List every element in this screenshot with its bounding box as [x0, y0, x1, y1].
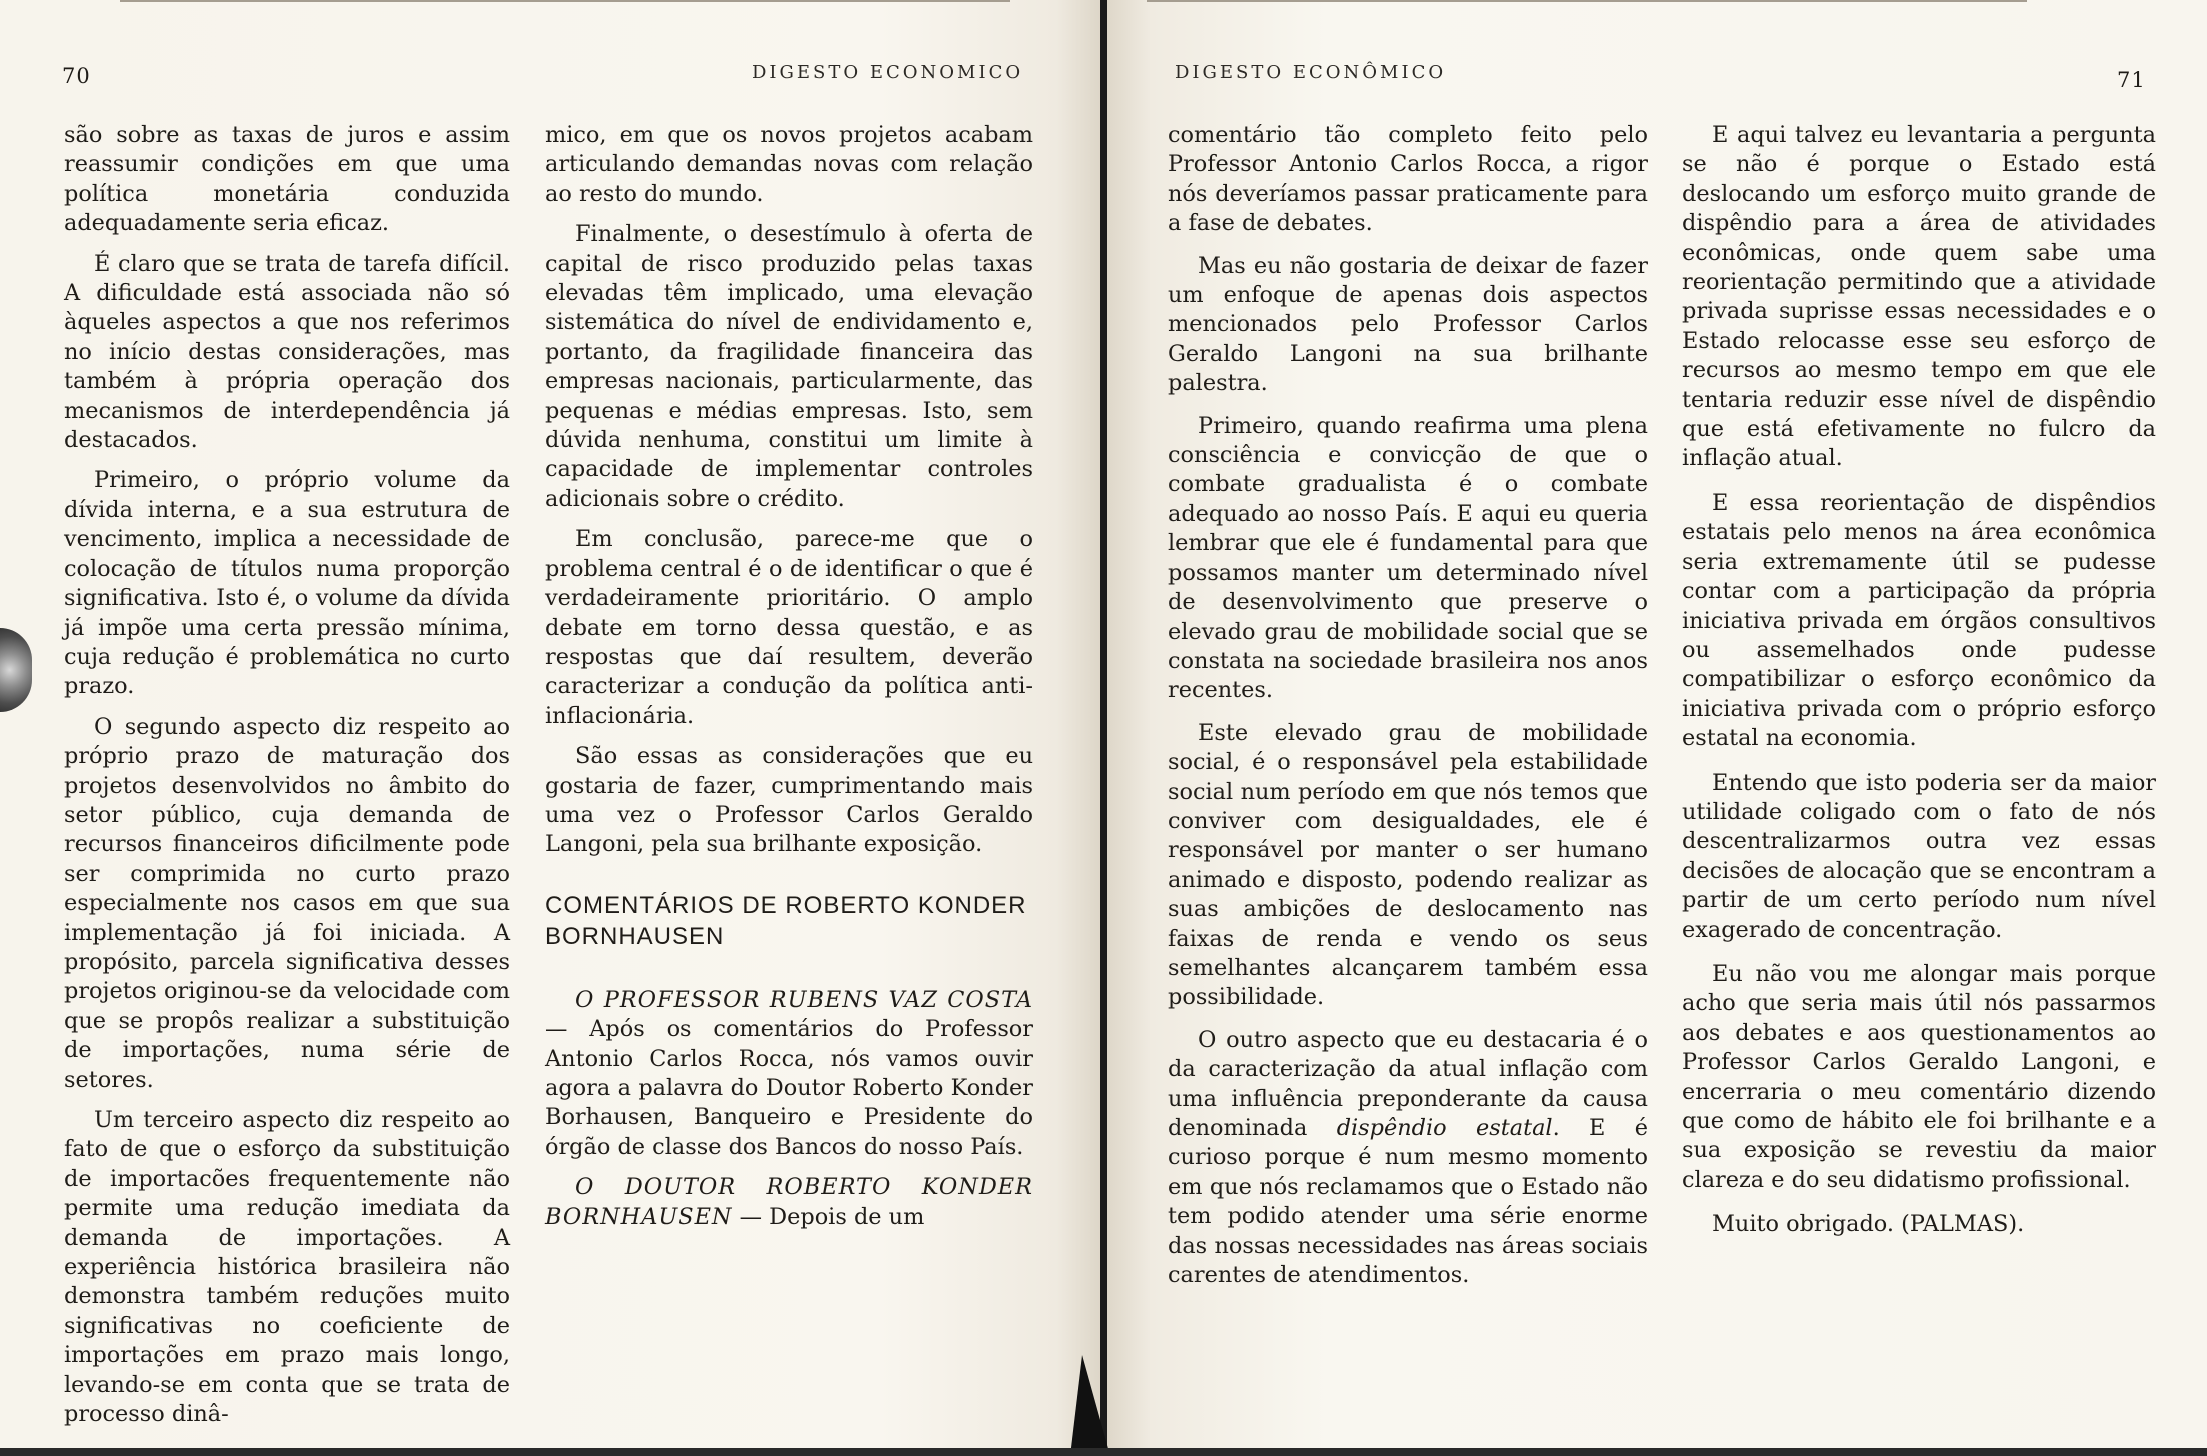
speaker-name: O DOUTOR ROBERTO KONDER BORNHAUSEN [545, 1174, 1033, 1230]
paragraph: Primeiro, quando reafirma uma plena consciência e convicção de que o combate gradualista é o combate adequado ao nosso País. E aqui eu queria lembrar que ele é fundamental para que possamos manter um determinado nível de desenvolvimento que preserve o elevado grau de mobilidade social que se constata na sociedade brasileira nos anos recentes. [1168, 412, 1648, 704]
paragraph: Este elevado grau de mobilidade social, é o responsável pela estabilidade social num período em que nós temos que conviver com desigualdades, ele é responsável por manter o ser humano animado e disposto, podendo realizar as suas ambições de deslocamento nas faixas de renda e vendo os seus semelhantes alcançarem também essa possibilidade. [1168, 719, 1648, 1011]
speaker-name: O PROFESSOR RUBENS VAZ COSTA [575, 986, 1033, 1013]
paragraph [1168, 1026, 1648, 1291]
left-column-1 [64, 121, 510, 1440]
right-column-2 [1682, 121, 2156, 1255]
paragraph: Finalmente, o desestímulo à oferta de capital de risco produzido pelas taxas elevadas têm implicado, uma elevação sistemática do nível de endividamento e, portanto, da fragilidade financeira das empresas nacionais, particularmente, das pequenas e médias empresas. Isto, sem dúvida nenhuma, constitui um limite à capacidade de implementar controles adicionais sobre o crédito. [545, 221, 1033, 512]
closing-line: Muito obrigado. (PALMAS). [1712, 1211, 2025, 1238]
left-page-top-rule [120, 0, 1010, 2]
paragraph: É claro que se trata de tarefa difícil. A dificuldade está associada não só àqueles aspectos a que nos referimos no início destas considerações, mas também à própria operação dos mecanismos de interdependência já destacados. [64, 250, 510, 454]
speech-text: — Depois de um [732, 1203, 925, 1230]
paragraph-text: . E é curioso porque é num mesmo momento em que nós reclamamos que o Estado não tem podido atender uma série enorme das nossas necessidades nas áreas sociais carentes de atendimentos. [1168, 1115, 1648, 1289]
paragraph: mico, em que os novos projetos acabam articulando demandas novas com relação ao resto do mundo. [545, 122, 1033, 207]
paragraph: O segundo aspecto diz respeito ao próprio prazo de maturação dos projetos desenvolvidos no âmbito do setor público, cuja demanda de recursos financeiros dificilmente pode ser comprimida no curto prazo especialmente nos casos em que sua implementação já foi iniciada. A propósito, parcela significativa desses projetos originou-se da velocidade com que se propôs realizar a substituição de importações, numa série de setores. [64, 713, 510, 1093]
scan-bottom-edge [0, 1448, 2207, 1456]
paragraph: Um terceiro aspecto diz respeito ao fato de que o esforço da substituição de importacões frequentemente não permite uma redução imediata da demanda de importações. A experiência histórica brasileira não demonstra também reduções muito significativas no coeficiente de importações em prazo mais longo, levando-se em conta que se trata de processo dinâ- [64, 1107, 510, 1428]
paragraph: Em conclusão, parece-me que o problema central é o de identificar o que é verdadeiramente prioritário. O amplo debate em torno dessa questão, e as respostas que daí resultem, deverão caracterizar a condução da política anti-inflacionária. [545, 526, 1033, 729]
paragraph: Primeiro, o próprio volume da dívida interna, e a sua estrutura de vencimento, implica a necessidade de colocação de títulos numa proporção significativa. Isto é, o volume da dívida já impõe uma certa pressão mínima, cuja redução é problemática no curto prazo. [64, 467, 510, 700]
section-heading: COMENTÁRIOS DE ROBERTO KONDER BORNHAUSEN [545, 891, 1027, 950]
left-column-2 [545, 121, 1033, 1243]
paragraph: São essas as considerações que eu gostaria de fazer, cumprimentando mais uma vez o Professor Carlos Geraldo Langoni, pela sua brilhante exposição. [545, 743, 1033, 858]
left-page [0, 0, 1100, 1450]
paragraph: E essa reorientação de dispêndios estatais pelo menos na área econômica seria extremamente útil se pudesse contar com a participação da própria iniciativa privada em órgãos consultivos ou assemelhados onde pudesse compatibilizar o esforço econômico da iniciativa privada com o próprio esforço estatal na economia. [1682, 489, 2156, 752]
paragraph: Mas eu não gostaria de deixar de fazer um enfoque de apenas dois aspectos mencionados pelo Professor Carlos Geraldo Langoni na sua brilhante palestra. [1168, 252, 1648, 397]
speech-paragraph [545, 986, 1033, 1162]
right-page-number: 71 [2117, 68, 2146, 92]
paragraph: E aqui talvez eu levantaria a pergunta se não é porque o Estado está deslocando um esforço muito grande de dispêndio para a área de atividades econômicas, onde quem sabe uma reorientação permitindo que a atividade privada suprisse essas necessidades e o Estado relocasse esse seu esforço de recursos ao mesmo tempo em que ele tentaria reduzir esse nível de dispêndio que está efetivamente no fulcro da inflação atual. [1682, 122, 2156, 472]
paragraph: são sobre as taxas de juros e assim reassumir condições em que uma política monetária conduzida adequadamente seria eficaz. [64, 122, 510, 237]
speech-text: — Após os comentários do Professor Antonio Carlos Rocca, nós vamos ouvir agora a palavra do Doutor Roberto Konder Borhausen, Banqueiro e Presidente do órgão de classe dos Bancos do nosso País. [545, 1016, 1033, 1160]
paragraph: Eu não vou me alongar mais porque acho que seria mais útil nós passarmos aos debates e aos questionamentos ao Professor Carlos Geraldo Langoni, e encerraria o meu comentário dizendo que como de hábito ele foi brilhante e a sua exposição se revestiu da maior clareza e do seu didatismo profissional. [1682, 960, 2156, 1193]
right-column-1 [1168, 121, 1648, 1303]
left-running-head: DIGESTO ECONOMICO [752, 62, 1024, 83]
paragraph: Entendo que isto poderia ser da maior utilidade coligado com o fato de nós descentralizarmos outra vez essas decisões de alocação que se encontram a partir de um certo período num nível exagerado de concentração. [1682, 769, 2156, 943]
right-running-head: DIGESTO ECONÔMICO [1175, 62, 1447, 83]
speech-paragraph [545, 1173, 1033, 1232]
right-page [1107, 0, 2207, 1450]
right-page-top-rule [1147, 0, 2027, 2]
emphasis: dispêndio estatal [1336, 1115, 1553, 1141]
paragraph-text: O outro aspecto que eu destacaria é o da caracterização da atual inflação com uma influência preponderante da causa denominada [1168, 1026, 1648, 1141]
left-page-number: 70 [62, 64, 91, 88]
paragraph: comentário tão completo feito pelo Professor Antonio Carlos Rocca, a rigor nós deveríamos passar praticamente para a fase de debates. [1168, 122, 1648, 237]
